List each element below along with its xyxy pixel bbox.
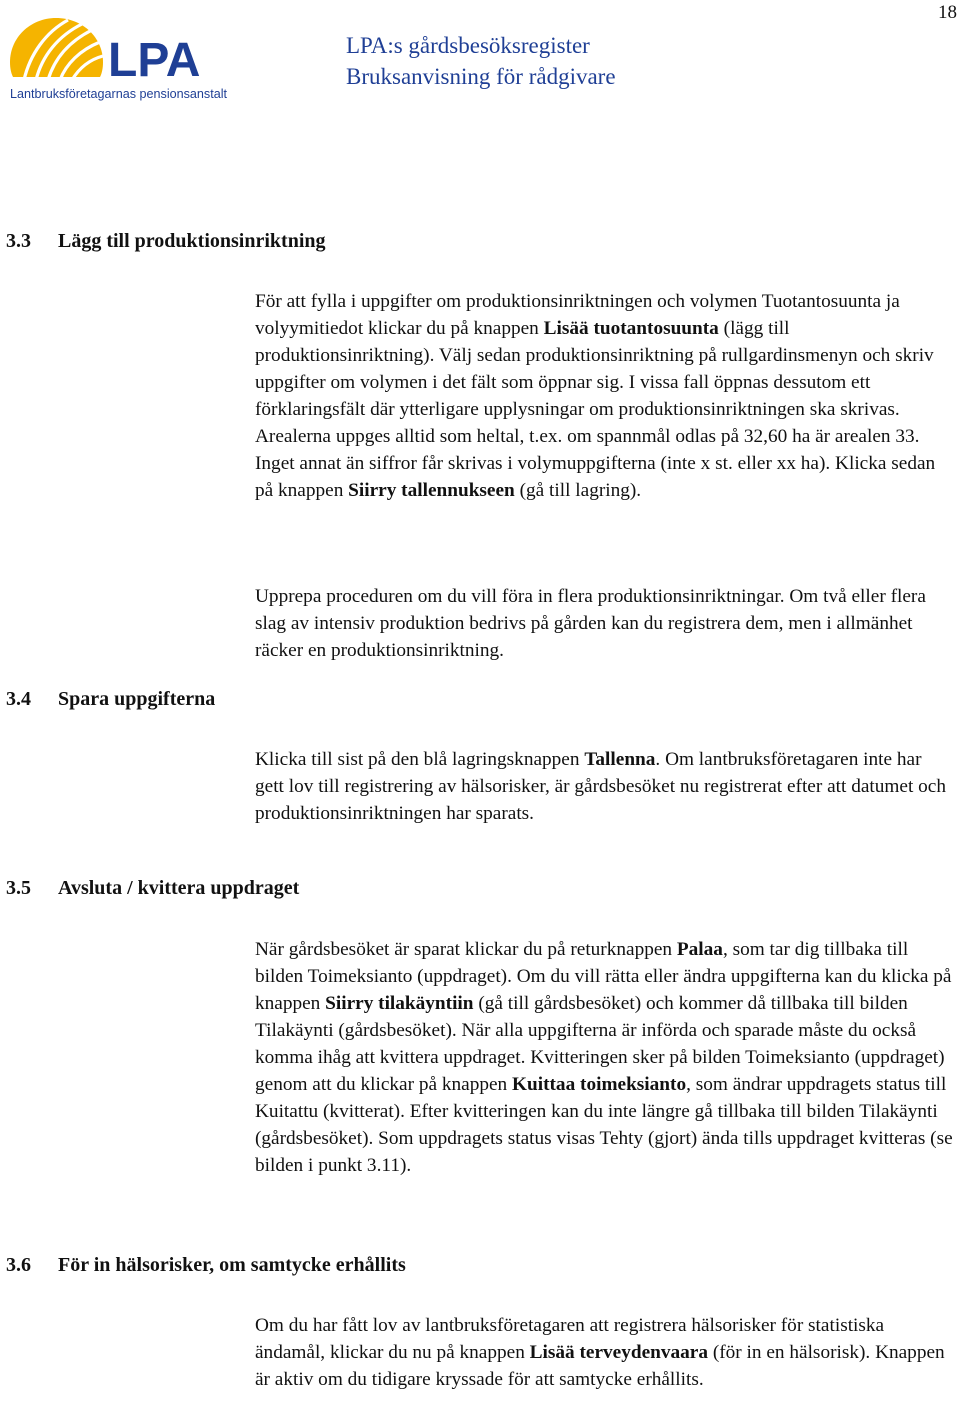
section-title: Avsluta / kvittera uppdraget (58, 877, 300, 899)
button-name-palaa: Palaa (676, 939, 723, 960)
section-3-3-body (255, 288, 955, 504)
section-3-3-body-2 (255, 583, 955, 664)
button-name-tallenna: Tallenna (584, 749, 656, 770)
button-name-lisaa-tuotantosuunta: Lisää tuotantosuunta (543, 318, 719, 339)
section-heading-3-5 (6, 877, 299, 900)
paragraph: Om du har fått lov av lantbruksföretagaren att registrera hälsorisker för statistiska ändamål, klickar du nu på knappen Lisää terveydenvaara (för in en hälsorisk). Knappen är aktiv om du tidigare kryssade för att samtycke erhållits. (255, 1315, 945, 1390)
paragraph: Klicka till sist på den blå lagringsknappen Tallenna. Om lantbruksföretagaren inte har gett lov till registrering av hälsorisker, är gårdsbesöket nu registrerat efter att datumet och produktionsinriktningen har sparats. (255, 749, 946, 824)
section-number: 3.6 (6, 1254, 31, 1276)
section-heading-3-6 (6, 1254, 406, 1277)
section-3-6-body (255, 1312, 955, 1393)
section-3-4-body (255, 746, 955, 827)
header-line-1: LPA:s gårdsbesöksregister (346, 33, 590, 58)
document-header (346, 30, 616, 92)
section-title: För in hälsorisker, om samtycke erhållits (58, 1254, 406, 1276)
lpa-logo (8, 16, 270, 102)
paragraph: När gårdsbesöket är sparat klickar du på returknappen Palaa, som tar dig tillbaka till bilden Toimeksianto (uppdraget). Om du vill rätta eller ändra uppgifterna kan du klicka på knappen Siirry tilakäyntiin (gå till gårdsbesöket) och kommer då tillbaka till bilden Tilakäynti (gårdsbesöket). När alla uppgifterna är införda och sparade måste du också komma ihåg att kvittera uppdraget. Kvitteringen sker på bilden Toimeksianto (uppdraget) genom att du klickar på knappen Kuittaa toimeksianto, som ändrar uppdragets status till Kuitattu (kvitterat). Efter kvitteringen kan du inte längre gå tillbaka till bilden Tilakäynti (gårdsbesöket). Som uppdragets status visas Tehty (gjort) ända tills uppdraget kvitteras (se bilden i punkt 3.11). (255, 939, 953, 1176)
paragraph: För att fylla i uppgifter om produktionsinriktningen och volymen Tuotantosuunta ja volyymitiedot klickar du på knappen Lisää tuotantosuunta (lägg till produktionsinriktning). Välj sedan produktionsinriktning på rullgardinsmenyn och skriv uppgifter om volymen i det fält som öppnar sig. I vissa fall öppnas dessutom ett förklaringsfält där ytterligare upplysningar om produktionsinriktningen ska skrivas. Arealerna uppges alltid som heltal, t.ex. om spannmål odlas på 32,60 ha är arealen 33. Inget annat än siffror får skrivas i volymuppgifterna (inte x st. eller xx ha). Klicka sedan på knappen Siirry tallennukseen (gå till lagring). (255, 291, 936, 501)
button-name-lisaa-terveydenvaara: Lisää terveydenvaara (529, 1342, 708, 1363)
section-title: Lägg till produktionsinriktning (58, 230, 326, 252)
header-line-2: Bruksanvisning för rådgivare (346, 64, 616, 89)
section-heading-3-4 (6, 688, 215, 711)
button-name-kuittaa-toimeksianto: Kuittaa toimeksianto (512, 1074, 687, 1095)
logo-wordmark: LPA (108, 34, 201, 87)
page-number: 18 (938, 2, 957, 23)
button-name-siirry-tilakayntiin: Siirry tilakäyntiin (325, 993, 474, 1014)
section-title: Spara uppgifterna (58, 688, 216, 710)
section-number: 3.5 (6, 877, 31, 899)
paragraph: Upprepa proceduren om du vill föra in flera produktionsinriktningar. Om två eller flera slag av intensiv produktion bedrivs på gården kan du registrera dem, men i allmänhet räcker en produktionsinriktning. (255, 586, 926, 661)
section-heading-3-3 (6, 230, 326, 253)
sun-logo-icon (8, 16, 270, 102)
section-3-5-body (255, 936, 955, 1179)
section-number: 3.4 (6, 688, 31, 710)
logo-tagline: Lantbruksföretagarnas pensionsanstalt (10, 87, 228, 101)
button-name-siirry-tallennukseen: Siirry tallennukseen (348, 480, 515, 501)
section-number: 3.3 (6, 230, 31, 252)
